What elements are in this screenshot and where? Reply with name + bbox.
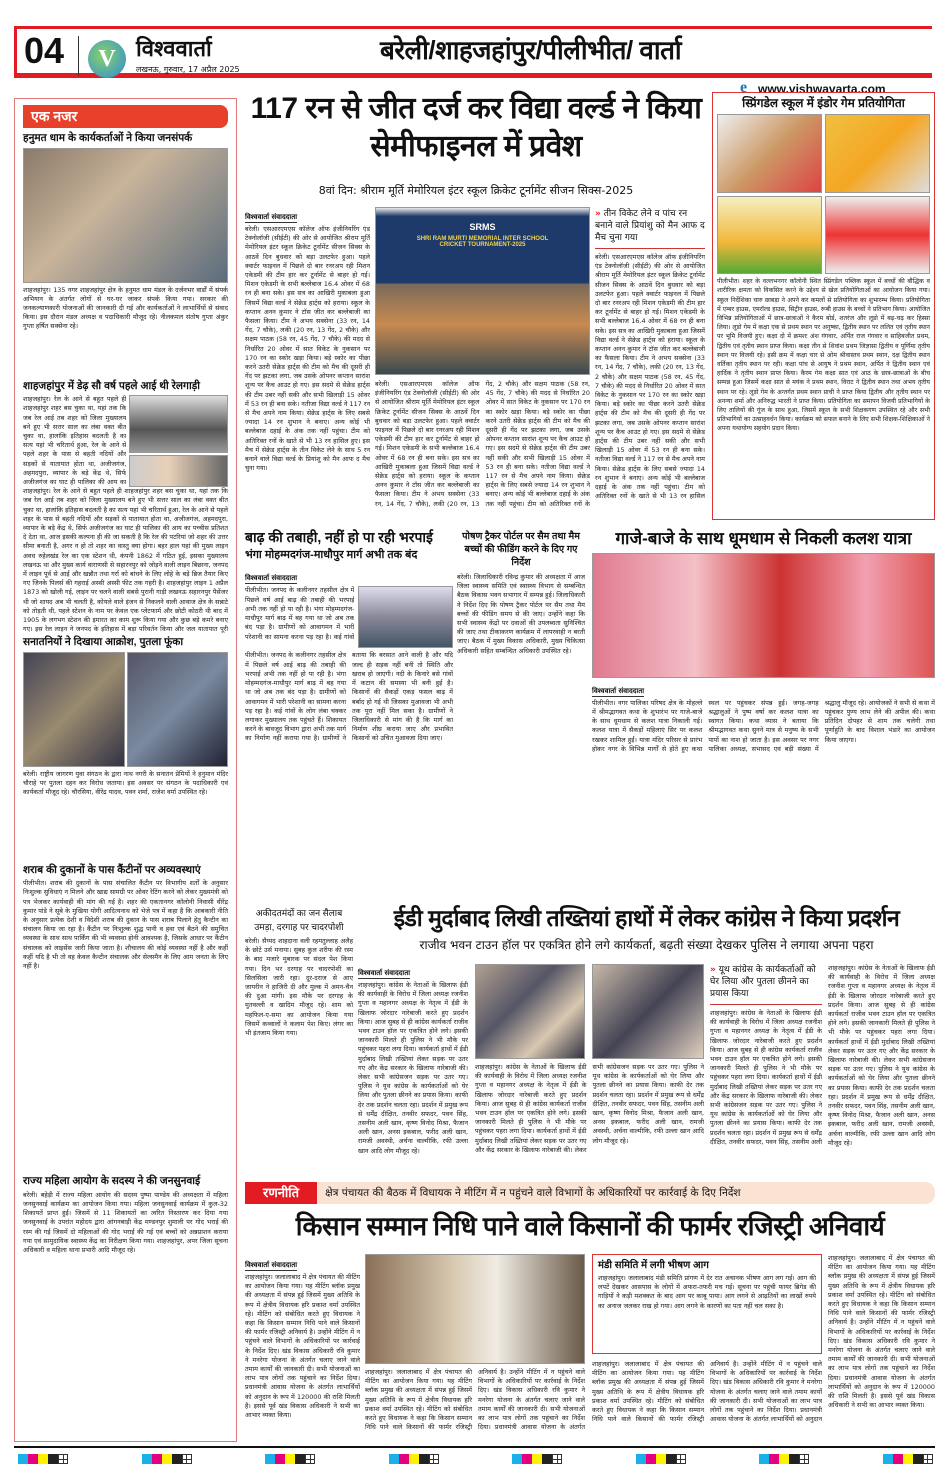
color-swatch (789, 1454, 799, 1464)
color-swatch (172, 1454, 182, 1464)
brand-name: विश्ववार्ता (136, 36, 212, 61)
ranniti-strap (245, 1182, 935, 1204)
dateline: लखनऊ, गुरुवार, 17 अप्रैल 2025 (136, 65, 240, 74)
color-swatch (522, 1454, 532, 1464)
color-swatch (389, 1454, 399, 1464)
main-headline: 117 रन से जीत दर्ज कर विद्या वर्ल्ड ने किया सेमीफाइनल में प्रवेश (250, 92, 702, 163)
browser-icon: e (740, 79, 748, 96)
color-swatch (419, 1454, 429, 1464)
meeting-photo (365, 1254, 585, 1364)
color-swatch (666, 1454, 676, 1464)
color-swatch (162, 1454, 172, 1464)
divider (710, 1004, 822, 1005)
banner-logo: SRMS (469, 222, 496, 232)
color-swatch (646, 1454, 656, 1464)
color-swatch (512, 1454, 522, 1464)
story-photo (717, 196, 822, 275)
procession-photo (592, 553, 935, 678)
quote-arrow-icon: » (595, 209, 601, 219)
protest-photo (592, 964, 704, 1059)
kisan-headline: किसान सम्मान निधि पाने वाले किसानों की फार्मर रजिस्ट्री अनिवार्य (295, 1211, 885, 1241)
mandi-box (592, 1254, 822, 1354)
story-body-continued: शाहजहांपुर। जलालाबाद में क्षेत्र पंचायत की मीटिंग का आयोजन किया गया। यह मीटिंग ब्लॉक प्रमुख की अध्यक्षता में संपन्न हुई जिसमें मुख्य अतिथि के रूप में क्षेत्रीय विधायक हरि प्रकाश वर्मा उपस्थित रहे। मीटिंग को संबोधित करते हुए विधायक ने कहा कि किसान सम्मान निधि पाने वाले किसानों की फार्मर रजिस्ट्री अनिवार्य है। उन्होंने मीटिंग में न पहुंचने वाले विभागों के अधिकारियों पर कार्रवाई के निर्देश दिए। खंड विकास अधिकारी रवि कुमार ने मनरेगा योजना के अंतर्गत चलाए जाने वाले तमाम कार्यों की जानकारी दी। सभी योजनाओं का लाभ पात्र लोगों तक पहुंचाने का निर्देश दिया। प्रधानमंत्री आवास योजना के अंतर्गत लाभार्थियों को अनुदान (592, 1360, 822, 1424)
protest-photo (475, 964, 585, 1059)
bridge-photo (358, 586, 453, 648)
color-swatch (893, 1454, 903, 1464)
crosshair-icon (923, 1454, 933, 1464)
byline: विश्ववार्ता संवाददाता (245, 213, 298, 221)
pull-quote (595, 208, 705, 244)
divider (595, 248, 705, 249)
crosshair-icon (799, 1454, 809, 1464)
website-link[interactable]: www.vishwavarta.com (758, 82, 886, 96)
color-swatch (28, 1454, 38, 1464)
registration-mark (759, 1454, 809, 1464)
story-body: बरेली। बहेड़ी में राज्य महिला आयोग की सदस्य पुष्पा पाण्डेय की अध्यक्षता में महिला जनसुनवाई कार्यक्रम का आयोजन किया गया। महिला जनसुनवाई कार्यक्रम में कुल-32 शिकायतें प्राप्त हुईं। जिसमें से 11 शिकायतों का त्वरित निस्तारण कर दिया गया जनसुनवाई के उपरांत महोदय द्वारा आंगनबाड़ी केंद्र मण्डनपुर शुमाली पर गोद भराई की रस्म की गई जिसमें दो महिलाओं की गोद भराई की गई एवं बच्चों को अन्नप्राशन कराया गया एवं सामुदायिक स्वास्थ्य केंद्र का निरीक्षण किया गया। शाहजहांपुर, अपर जिला सूचना अधिकारी व महिला थाना प्रभारी आदि मौजूद रहे। (23, 1190, 228, 1254)
registration-mark (636, 1454, 686, 1464)
pull-quote-text: तीन विकेट लेने व पांच रन बनाने वाले प्रियांशु को मैन आफ द मैच चुना गया (595, 209, 705, 243)
banner-text: SHRI RAM MURTI MEMORIAL INTER SCHOOL CRICKET TOURNAMENT-2025 (416, 236, 549, 248)
color-swatch (542, 1454, 552, 1464)
ed-headline: ईडी मुर्दाबाद लिखी तख्तियां हाथों में लेकर कांग्रेस ने किया प्रदर्शन (393, 905, 900, 931)
story-title: पोषण ट्रैकर पोर्टल पर सैम तथा मैम बच्चों की फीडिंग करने के दिए गए निर्देश (462, 531, 580, 568)
color-swatch (275, 1454, 285, 1464)
story-body: बरेली। जिलाधिकारी रविन्द्र कुमार की अध्यक्षता में आज जिला स्वास्थ्य समिति एवं स्वास्थ्य विभाग से सम्बन्धित बैठक विकास भवन सभागार में सम्पन्न हुई। जिलाधिकारी ने निर्देश दिए कि पोषण ट्रैकर पोर्टल पर सैम तथा मैम बच्चों की फीडिंग समय से की जाए। उन्होंने कहा कि सभी स्वास्थ्य केंद्रों पर दवाओं की उपलब्धता सुनिश्चित की जाए तथा टीकाकरण कार्यक्रम में लापरवाही न बरती जाए। बैठक में मुख्य विकास अधिकारी, मुख्य चिकित्सा अधिकारी सहित सम्बन्धित अधिकारी उपस्थित रहे। (457, 573, 585, 655)
story-title: बाढ़ की तबाही, नहीं हो पा रही भरपाई (245, 529, 433, 545)
story-photo (825, 196, 930, 275)
pull-quote (710, 964, 822, 1000)
story-title: हनुमत धाम के कार्यकर्ताओं ने किया जनसंपर्क (23, 132, 193, 144)
divider (78, 36, 79, 76)
color-swatch (636, 1454, 646, 1464)
color-swatch (18, 1454, 28, 1464)
story-title: स्प्रिंगडेल स्कूल में इंडोर गेम प्रतियोगिता (742, 96, 905, 110)
story-body: बरेली। राष्ट्रीय जागरण युवा संगठन के द्वारा नाथ नगरी के सनातन प्रेमियों ने हनुमान मंदिर चौराहे पर पुतला दहन कर विरोध जताया। इस अवसर पर संगठन के पदाधिकारी एवं कार्यकर्ता मौजूद रहे। चौरसिया, वीरेंद्र यादव, पवन शर्मा, राजेश वर्मा उपस्थित रहे। (23, 769, 228, 797)
story-body-continued: बरेली। एसआरएमएस कॉलेज ऑफ इंजीनियरिंग एंड टेक्नोलॉजी (सीईटी) की ओर से आयोजित श्रीराम मूर्ति मेमोरियल इंटर स्कूल क्रिकेट टूर्नामेंट सीजन सिक्स के आठवें दिन बुधवार को बड़ा उलटफेर हुआ। पहले क्वार्टर फाइनल में पिछले दो बार रनरअप रही मिशन एकेडमी की टीम हार कर टूर्नामेंट से बाहर हो गई। मिशन एकेडमी के सभी बल्लेबाज 16.4 ओवर में 68 रन ही बना सके। इस सत्र का आखिरी मुकाबला हुआ जिसमें विद्या वर्ल्ड ने सेक्रेड हार्ट्स को हराया। स्कूल के कप्तान अनन कुमार ने टॉस जीत कर बल्लेबाजी का फैसला किया। टीम ने अभय सक्सेना (33 रन, 14 गेंद, 7 चौके), लकी (20 रन, 13 गेंद, 2 चौके) और सक्षम पाठक (58 रन, 45 गेंद, 7 चौके) की मदद से निर्धारित 20 ओवर में सात विकेट के नुकसान पर 170 रन का स्कोर खड़ा किया। बड़े स्कोर का पीछा करने उतरी सेक्रेड हार्ट्स की टीम को मैच की दूसरी ही गेंद पर झटका लगा, जब उसके ओपनर कप्तान सारांश शून्य पर कैच आउट हो गए। इस सदमे से सेक्रेड हार्ट्स की टीम उबर नहीं सकी और सभी खिलाड़ी 15 ओवर में 53 रन ही बना सके। नतीजा विद्या वर्ल्ड ने 117 रन से मैच अपने नाम किया। सेक्रेड हार्ट्स के लिए सबसे ज्यादा 14 रन शुभान ने बनाए। अन्य कोई भी बल्लेबाज दहाई के अंक तक नहीं पहुंचा। टीम को अतिरिक्त रनों के खाते से भी 13 रन हासिल (595, 253, 705, 501)
cricket-photo (375, 207, 590, 375)
color-swatch (409, 1454, 419, 1464)
registration-mark (18, 1454, 68, 1464)
story-body-continued: बरेली। एसआरएमएस कॉलेज ऑफ इंजीनियरिंग एंड टेक्नोलॉजी (सीईटी) की ओर से आयोजित श्रीराम मूर्ति मेमोरियल इंटर स्कूल क्रिकेट टूर्नामेंट सीजन सिक्स के आठवें दिन बुधवार को बड़ा उलटफेर हुआ। पहले क्वार्टर फाइनल में पिछले दो बार रनरअप रही मिशन एकेडमी की टीम हार कर टूर्नामेंट से बाहर हो गई। मिशन एकेडमी के सभी बल्लेबाज 16.4 ओवर में 68 रन ही बना सके। इस सत्र का आखिरी मुकाबला हुआ जिसमें विद्या वर्ल्ड ने सेक्रेड हार्ट्स को हराया। स्कूल के कप्तान अनन कुमार ने टॉस जीत कर बल्लेबाजी का फैसला किया। टीम ने अभय सक्सेना (33 रन, 14 गेंद, 7 चौके), लकी (20 रन, 13 गेंद, 2 चौके) और सक्षम पाठक (58 रन, 45 गेंद, 7 चौके) की मदद से निर्धारित 20 ओवर में सात विकेट के नुकसान पर 170 रन का स्कोर खड़ा किया। बड़े स्कोर का पीछा करने उतरी सेक्रेड हार्ट्स की टीम को मैच की दूसरी ही गेंद पर झटका लगा, जब उसके ओपनर कप्तान सारांश शून्य पर कैच आउट हो गए। इस सदमे से सेक्रेड हार्ट्स की टीम उबर नहीं सकी और सभी खिलाड़ी 15 ओवर में 53 रन ही बना सके। नतीजा विद्या वर्ल्ड ने 117 रन से मैच अपने नाम किया। सेक्रेड हार्ट्स के लिए सबसे ज्यादा 14 रन शुभान ने बनाए। अन्य कोई भी बल्लेबाज दहाई के अंक तक नहीं पहुंचा। टीम को अतिरिक्त रनों के (375, 380, 590, 508)
color-swatch (285, 1454, 295, 1464)
color-swatch (38, 1454, 48, 1464)
brand-logo-icon: V (88, 40, 126, 78)
color-swatch (883, 1454, 893, 1464)
section-title: बरेली/शाहजहांपुर/पीलीभीत/ वार्ता (380, 35, 682, 65)
crosshair-icon (58, 1454, 68, 1464)
byline: विश्ववार्ता संवाददाता (592, 686, 645, 695)
story-body-continued: शाहजहांपुर। कांग्रेस के नेताओं के खिलाफ ईडी की कार्यवाही के विरोध में जिला अध्यक्ष रजनीश गुप्ता व महानगर अध्यक्ष के नेतृत्व में ईडी के खिलाफ जोरदार नारेबाजी करते हुए प्रदर्शन किया। आज सुबह से ही कांग्रेस कार्यकर्ता राजीव भवन टाउन हॉल पर एकत्रित होने लगे। इसकी जानकारी मिलते ही पुलिस ने भी मौके पर पहुंचकर पहरा लगा दिया। कार्यकर्ता हाथों में ईडी मुर्दाबाद लिखी तख्तियां लेकर सड़क पर उतर गए और केंद्र सरकार के खिलाफ नारेबाजी की। लेकर सभी कांग्रेसजन सड़क पर उतर गए। पुलिस ने यूथ कांग्रेस के कार्यकर्ताओं को घेर लिया और पुतला छीनने का प्रयास किया। काफी देर तक प्रदर्शन चलता रहा। प्रदर्शन में प्रमुख रूप से धर्मेंद्र दीक्षित, तनवीर सफदर, पवन सिंह, तसनीम अली खान, कृष्ण विनोद मिश्रा, फैजान अली खान, अनस इकबाल, फरीद अली खान, रामजी अवस्थी, अर्चना वाल्मीकि, रफी उल्ला खान आदि लोग मौजूद रहे। (828, 964, 935, 1147)
story-body: शाहजहांपुर। रेल के आने से बहुत पहले ही शाहजहांपुर शहर बस चुका था, यहां तक कि जब रेल आई तब शहर को जिला मुख्यालय बने हुए भी सत्तर साल का लंबा वक्त बीत चुका था, हालांकि इतिहास बदलती है का सत्य यहां भी चरितार्थ हुआ, रेल के आने से पहले शहर के पास से बहती नदियों और सड़कों से यातायात होता था, अजीजगंज, अहमदपुरा, व्यापार के बड़े केंद्र थे, सिर्फ अजीजगंज का घाट ही पालिका की आय का (23, 395, 127, 486)
registration-mark (512, 1454, 562, 1464)
story-photo (825, 114, 930, 193)
page-number: 04 (24, 30, 65, 71)
story-body: शाहजहांपुर। जलालाबाद में क्षेत्र पंचायत की मीटिंग का आयोजन किया गया। यह मीटिंग ब्लॉक प्रमुख की अध्यक्षता में संपन्न हुई जिसमें मुख्य अतिथि के रूप में क्षेत्रीय विधायक हरि प्रकाश वर्मा उपस्थित रहे। मीटिंग को संबोधित करते हुए विधायक ने कहा कि किसान सम्मान निधि पाने वाले किसानों की फार्मर रजिस्ट्री अनिवार्य है। उन्होंने मीटिंग में न पहुंचने वाले विभागों के अधिकारियों पर कार्रवाई के निर्देश दिए। खंड विकास अधिकारी रवि कुमार ने मनरेगा योजना के अंतर्गत चलाए जाने वाले तमाम कार्यों की जानकारी दी। सभी योजनाओं का लाभ पात्र लोगों तक पहुंचाने का निर्देश दिया। प्रधानमंत्री आवास योजना के अंतर्गत लाभार्थियों को अनुदान के रूप में 120000 की राशि मिलती है। इससे पूर्व खंड विकास अधिकारी ने सभी का आभार व्यक्त किया। (245, 1273, 360, 1420)
color-swatch (656, 1454, 666, 1464)
masthead-gap (90, 22, 935, 26)
crosshair-icon (676, 1454, 686, 1464)
color-swatch (399, 1454, 409, 1464)
main-subhead: 8वां दिन: श्रीराम मूर्ति मेमोरियल इंटर स्कूल क्रिकेट टूर्नामेंट सीजन सिक्स-2025 (318, 184, 634, 197)
springdale-box (712, 92, 935, 520)
story-photo (23, 652, 125, 767)
registration-mark (142, 1454, 192, 1464)
flood-story (245, 530, 453, 899)
author-photo (129, 455, 228, 487)
story-body: शाहजहांपुर। कांग्रेस के नेताओं के खिलाफ ईडी की कार्यवाही के विरोध में जिला अध्यक्ष रजनीश गुप्ता व महानगर अध्यक्ष के नेतृत्व में ईडी के खिलाफ जोरदार नारेबाजी करते हुए प्रदर्शन किया। आज सुबह से ही कांग्रेस कार्यकर्ता राजीव भवन टाउन हॉल पर एकत्रित होने लगे। इसकी जानकारी मिलते ही पुलिस ने भी मौके पर पहुंचकर पहरा लगा दिया। कार्यकर्ता हाथों में ईडी मुर्दाबाद लिखी तख्तियां लेकर सड़क पर उतर गए और केंद्र सरकार के खिलाफ नारेबाजी की। लेकर सभी कांग्रेसजन सड़क पर उतर गए। पुलिस ने यूथ कांग्रेस के कार्यकर्ताओं को घेर लिया और पुतला छीनने का प्रयास किया। काफी देर तक प्रदर्शन चलता रहा। प्रदर्शन में प्रमुख रूप से धर्मेंद्र दीक्षित, तनवीर सफदर, पवन सिंह, तसनीम अली खान, कृष्ण विनोद मिश्रा, फैजान अली खान, अनस इकबाल, फरीद अली खान, रामजी अवस्थी, अर्चना वाल्मीकि, रफी उल्ला खान आदि लोग मौजूद रहे। (358, 981, 468, 1155)
registration-mark (265, 1454, 315, 1464)
train-photo (129, 395, 228, 453)
color-swatch (142, 1454, 152, 1464)
story-photo (717, 114, 822, 193)
story-body-continued: शाहजहांपुर। रेल के आने से बहुत पहले ही शाहजहांपुर शहर बस चुका था, यहां तक कि जब रेल आई तब शहर को जिला मुख्यालय बने हुए भी सत्तर साल का लंबा वक्त बीत चुका था, हालांकि इतिहास बदलती है का सत्य यहां भी चरितार्थ हुआ, रेल के आने से पहले शहर के पास से बहती नदियों और सड़कों से यातायात होता था, अजीजगंज, अहमदपुरा, व्यापार के बड़े केंद्र थे, सिर्फ अजीजगंज का घाट ही पालिका की आय का पच्चीस प्रतिशत दे देता था, आज इसकी कल्पना ही की जा सकती है कि रेल की पटरियां जो शहर की उत्तर सीमा बनाती है, अगर न हो तो शहर का वास्तु क्या होगा। बहर हाल यहां की मुख्य लाइन अवध रुहेलखंड रेल का एक स्टेशन थी, कंपनी 1862 में गठित हुई, इसका मुख्यालय लखनऊ था और मुख्य कार्य वाराणसी से सहारनपुर को जोड़ने वाली लाइन बिछाना, जनपद में लाइन पूर्व से आई और खन्नौत तथा गर्रा को बांधने के लिए लोहे के बड़े ब्रिज तैयार किए गए जिनके पिलर्स की गहराई अस्सी अस्सी फीट तक गहरी है। शाहजहांपुर लाइन 1 अप्रैल 1873 को खोली गई, लाइन पर चलने वाली सबसे पुरानी गाड़ी लखनऊ सहारनपुर पैसेंजर थी जो शायद अब भी चलती है, कोयले वाले इंजन से निकलने वाली आवाज क्षेत्र के सन्नाटे को तोड़ती थी, पहले स्टेशन के नाम पर केवल एक प्लेटफार्म और छोटी कोठरी थी बाद में 1905 के लगभग स्टेशन की इमारत का काम शुरू किया गया और कुछ बड़े कमरे बनाए गए। इस रेल लाइन ने जनपद के इतिहास में बड़ा परिवर्तन किया और जल यातायात पूरी (23, 487, 228, 634)
color-swatch (903, 1454, 913, 1464)
story-title: अकीदतमंदों का जन सैलाब उमड़ा, दरगाह पर चादरपोशी (254, 908, 344, 932)
color-swatch (913, 1454, 923, 1464)
story-title: सनातनियों ने दिखाया आक्रोश, पुतला फूंका (23, 636, 184, 649)
kalash-story (592, 530, 935, 892)
crosshair-icon (305, 1454, 315, 1464)
ek-nazar-tag: एक नजर (23, 105, 228, 128)
story-body: पीलीभीत। शहर के वल्लभनगर कॉलोनी स्थित स्प्रिंगडेल पब्लिक स्कूल में बच्चों की बौद्धिक व शारीरिक क्षमता को विकसित करने के उद्देश्य से खेल प्रतियोगिताओं का आयोजन किया गया। स्कूल निर्देशिका चारु छाबड़ा ने अपने कर कमलों से प्रतियोगिता का शुभारम्भ किया। प्रतियोगिता में एम्बर हाउस, एमरॉल्ड हाउस, सिट्रीन हाउस, रूबी हाउस के बच्चों ने प्रतिभाग किया। आयोजित विभिन्न प्रतियोगिताओं में छात्र-छात्राओं ने कैरम बोर्ड, शतरंज और लूडो में बढ़-चढ़ कर हिस्सा लिया। लूडो गेम में कक्षा एक से प्रथम स्थान पर अनुष्का, द्वितीय स्थान पर ललित एवं तृतीय स्थान पर भूमि विजयी हुए। कक्षा दो में क्रमशः अंश गंगवार, अर्पित राज गंगवार व साहिबजीत प्रथम, द्वितीय एवं तृतीय स्थान प्राप्त किया। कक्षा तीन से शिवांश प्रथम जिज्ञासा द्वितीय व पूर्णिमा तृतीय स्थान पर विजयी रहे। इसी क्रम में कक्षा चार से ओम श्रीवास्तव प्रथम स्थान, दक्ष द्वितीय स्थान वर्तिका तृतीय स्थान पर रही। कक्षा पांच से आयुष ने प्रथम स्थान, अर्पित ने द्वितीय स्थान एवं हार्दिक ने तृतीय स्थान प्राप्त किया। कैरम गेम कक्षा सात एवं आठ के छात्र-छात्राओं के बीच सम्पन्न हुआ जिसमें कक्षा सात से मयंक ने प्रथम स्थान, विराट ने द्वितीय स्थान तथा अभय तृतीय स्थान पर रहे। लूडो गेम के अन्तर्गत प्रथम स्थान प्राची ने प्राप्त किया द्वितीय और तृतीय स्थान पर अनन्या शर्मा और अनिरुद्ध भारती ने प्राप्त किया। प्रतियोगिता का समापन विजयी प्रतिभागियों के लिए तालियों की गूंज के साथ हुआ, जिसमें स्कूल के सभी शिक्षकगण उपस्थित रहे और सभी प्रतिभागियों का उत्साहवर्धन किया। कार्यक्रम को सफल बनाने के लिए सभी शिक्षक-शिक्षिकाओं ने अपना यथायोग्य सहयोग प्रदान किया। (717, 278, 930, 433)
color-swatch (759, 1454, 769, 1464)
strap-text: क्षेत्र पंचायत की बैठक में विधायक ने मीटिंग में न पहुंचने वाले विभागों के अधिकारियों पर कार्रवाई के दिए निर्देश (325, 1187, 741, 1199)
story-title: राज्य महिला आयोग के सदस्य ने की जनसुनवाई (23, 1175, 201, 1188)
registration-mark (883, 1454, 933, 1464)
story-body: पीलीभीत। जनपद के कलीनगर तहसील क्षेत्र में पिछले वर्ष आई बाढ़ की तबाही की भरपाई अभी तक नहीं हो पा रही है। भंगा मोहम्मदगंज-माधौपुर मार्ग बाढ़ में बह गया था जो अब तक बंद पड़ा है। ग्रामीणों को आवागमन में भारी परेशानी का सामना करना पड़ रहा है। कई गांवों (245, 586, 355, 641)
color-swatch (532, 1454, 542, 1464)
story-photo (127, 652, 229, 767)
color-swatch (769, 1454, 779, 1464)
story-body: पीलीभीत। शराब की दुकानों के पास संचालित कैंटीन पर विभागीय शर्तों के अनुसार निःशुल्क सुविधाएं न मिलने और खाद्य सामग्री पर ओवर रेटिंग करने को लेकर मुख्यमंत्री को पत्र भेजकर कार्यवाही की मांग की गई है। शहर की एकतानगर कॉलोनी निवासी वीरेंद्र कुमार पांडे ने सूबे के मुखिया योगी आदित्यनाथ को भेजे पत्र में कहा है कि आबकारी नीति के अनुसार प्रत्येक देशी व विदेशी शराब की दुकान के पास शराब पिलाने हेतु कैन्टीन का संचालन किया जा रहा है। कैंटीन पर निःशुल्क शुद्ध पानी व हवा एवं बैठने की समुचित व्यवस्था के साथ साथ पार्किंग की भी व्यवस्था होनी आवश्यक है, जिसके आधार पर कैंटीन संचालक को लाइसेंस जारी किया जाता है। शौचालय की कोई व्यवस्था नहीं है और कहीं कहीं यदि है भी तो वह केवल कैन्टीन संचालक और सेल्समैन के लिए आम जनता के लिए नहीं है। (23, 879, 228, 971)
left-column (14, 98, 237, 1442)
color-registration-bar (18, 1454, 933, 1464)
color-swatch (48, 1454, 58, 1464)
story-body-continued: शाहजहांपुर। जलालाबाद में क्षेत्र पंचायत की मीटिंग का आयोजन किया गया। यह मीटिंग ब्लॉक प्रमुख की अध्यक्षता में संपन्न हुई जिसमें मुख्य अतिथि के रूप में क्षेत्रीय विधायक हरि प्रकाश वर्मा उपस्थित रहे। मीटिंग को संबोधित करते हुए विधायक ने कहा कि किसान सम्मान निधि पाने वाले किसानों की फार्मर रजिस्ट्री अनिवार्य है। उन्होंने मीटिंग में न पहुंचने वाले विभागों के अधिकारियों पर कार्रवाई के निर्देश दिए। खंड विकास अधिकारी रवि कुमार ने मनरेगा योजना के अंतर्गत चलाए जाने वाले तमाम कार्यों की जानकारी दी। सभी योजनाओं का लाभ पात्र लोगों तक पहुंचाने का निर्देश दिया। प्रधानमंत्री आवास योजना के अंतर्गत लाभार्थियों को अनुदान के रूप में 120000 की राशि मिलती है। इससे पूर्व खंड विकास अधिकारी ने सभी का आभार व्यक्त किया। (828, 1254, 935, 1410)
story-title: शराब की दुकानों के पास कैंटीनों पर अव्यवस्थाएं (23, 863, 201, 876)
byline: विश्ववार्ता संवाददाता (245, 574, 298, 583)
byline: विश्ववार्ता संवाददाता (245, 1261, 298, 1269)
quote-arrow-icon: » (710, 965, 716, 975)
story-subtitle: भंगा मोहम्मदगंज-माधौपुर मार्ग अभी तक बंद (245, 549, 418, 562)
story-body: शाहजहांपुर। 135 नगर शाहजहांपुर क्षेत्र के हनुमत धाम मंडल के दर्जनभर वार्डों में संपर्क अभियान के अंतर्गत लोगों से घर-घर जाकर संपर्क किया गया। सरकार की जनकल्याणकारी योजनाओं की जानकारी दी गई और कार्यकर्ताओं ने लाभार्थियों से संवाद किया। इस दौरान मंडल अध्यक्ष व पदाधिकारी मौजूद रहे। नीलकमल संतोष गुप्ता अंकुर गुप्ता हर्षित सक्सेना रहे। (23, 285, 228, 331)
story-title: गाजे-बाजे के साथ धूमधाम से निकली कलश यात्रा (615, 529, 912, 548)
crosshair-icon (429, 1454, 439, 1464)
crosshair-icon (182, 1454, 192, 1464)
color-swatch (295, 1454, 305, 1464)
ed-subhead: राजीव भवन टाउन हॉल पर एकत्रित होने लगे कार्यकर्ता, बढ़ती संख्या देखकर पुलिस ने लगाया अपना पहरा (419, 938, 874, 952)
crosshair-icon (552, 1454, 562, 1464)
color-swatch (779, 1454, 789, 1464)
registration-mark (389, 1454, 439, 1464)
story-body-continued: शाहजहांपुर। कांग्रेस के नेताओं के खिलाफ ईडी की कार्यवाही के विरोध में जिला अध्यक्ष रजनीश गुप्ता व महानगर अध्यक्ष के नेतृत्व में ईडी के खिलाफ जोरदार नारेबाजी करते हुए प्रदर्शन किया। आज सुबह से ही कांग्रेस कार्यकर्ता राजीव भवन टाउन हॉल पर एकत्रित होने लगे। इसकी जानकारी मिलते ही पुलिस ने भी मौके पर पहुंचकर पहरा लगा दिया। कार्यकर्ता हाथों में ईडी मुर्दाबाद लिखी तख्तियां लेकर सड़क पर उतर गए और केंद्र सरकार के खिलाफ नारेबाजी की। लेकर सभी कांग्रेसजन सड़क पर उतर गए। पुलिस ने यूथ कांग्रेस के कार्यकर्ताओं को घेर लिया और पुतला छीनने का प्रयास किया। काफी देर तक प्रदर्शन चलता रहा। प्रदर्शन में प्रमुख रूप से धर्मेंद्र दीक्षित, तनवीर सफदर, पवन सिंह, तसनीम अली खान, कृष्ण विनोद मिश्रा, फैजान अली खान, अनस इकबाल, फरीद अली खान, रामजी अवस्थी, अर्चना वाल्मीकि, रफी उल्ला खान आदि लोग मौजूद रहे। (475, 1063, 704, 1154)
story-title: शाहजहांपुर में डेढ़ सौ वर्ष पहले आई थी रेलगाड़ी (23, 379, 201, 392)
footer-rule (14, 1446, 935, 1448)
story-title: मंडी समिति में लगी भीषण आग (598, 1260, 709, 1271)
story-body: बरेली। एसआरएमएस कॉलेज ऑफ इंजीनियरिंग एंड टेक्नोलॉजी (सीईटी) की ओर से आयोजित श्रीराम मूर्ति मेमोरियल इंटर स्कूल क्रिकेट टूर्नामेंट सीजन सिक्स के आठवें दिन बुधवार को बड़ा उलटफेर हुआ। पहले क्वार्टर फाइनल में पिछले दो बार रनरअप रही मिशन एकेडमी की टीम हार कर टूर्नामेंट से बाहर हो गई। मिशन एकेडमी के सभी बल्लेबाज 16.4 ओवर में 68 रन ही बना सके। इस सत्र का आखिरी मुकाबला हुआ जिसमें विद्या वर्ल्ड ने सेक्रेड हार्ट्स को हराया। स्कूल के कप्तान अनन कुमार ने टॉस जीत कर बल्लेबाजी का फैसला किया। टीम ने अभय सक्सेना (33 रन, 14 गेंद, 7 चौके), लकी (20 रन, 13 गेंद, 2 चौके) और सक्षम पाठक (58 रन, 45 गेंद, 7 चौके) की मदद से निर्धारित 20 ओवर में सात विकेट के नुकसान पर 170 रन का स्कोर खड़ा किया। बड़े स्कोर का पीछा करने उतरी सेक्रेड हार्ट्स की टीम को मैच की दूसरी ही गेंद पर झटका लगा, जब उसके ओपनर कप्तान सारांश शून्य पर कैच आउट हो गए। इस सदमे से सेक्रेड हार्ट्स की टीम उबर नहीं सकी और सभी खिलाड़ी 15 ओवर में 53 रन ही बना सके। नतीजा विद्या वर्ल्ड ने 117 रन से मैच अपने नाम किया। सेक्रेड हार्ट्स के लिए सबसे ज्यादा 14 रन शुभान ने बनाए। अन्य कोई भी बल्लेबाज दहाई के अंक तक नहीं पहुंचा। टीम को अतिरिक्त रनों के खाते से भी 13 रन हासिल हुए। इस मैच में सेक्रेड हार्ट्स के तीन विकेट लेने के साथ 5 रन बनाने वाले विद्या वर्ल्ड के प्रियांशु को मैन आफ द मैच चुना गया। (245, 225, 370, 473)
pull-quote-text: यूथ कांग्रेस के कार्यकर्ताओं को घेर लिया और पुतला छीनने का प्रयास किया (710, 965, 816, 999)
byline: विश्ववार्ता संवाददाता (358, 969, 411, 977)
story-body-continued: शाहजहांपुर। कांग्रेस के नेताओं के खिलाफ ईडी की कार्यवाही के विरोध में जिला अध्यक्ष रजनीश गुप्ता व महानगर अध्यक्ष के नेतृत्व में ईडी के खिलाफ जोरदार नारेबाजी करते हुए प्रदर्शन किया। आज सुबह से ही कांग्रेस कार्यकर्ता राजीव भवन टाउन हॉल पर एकत्रित होने लगे। इसकी जानकारी मिलते ही पुलिस ने भी मौके पर पहुंचकर पहरा लगा दिया। कार्यकर्ता हाथों में ईडी मुर्दाबाद लिखी तख्तियां लेकर सड़क पर उतर गए और केंद्र सरकार के खिलाफ नारेबाजी की। लेकर सभी कांग्रेसजन सड़क पर उतर गए। पुलिस ने यूथ कांग्रेस के कार्यकर्ताओं को घेर लिया और पुतला छीनने का प्रयास किया। काफी देर तक प्रदर्शन चलता रहा। प्रदर्शन में प्रमुख रूप से धर्मेंद्र दीक्षित, तनवीर सफदर, पवन सिंह, तसनीम अली (710, 1009, 822, 1146)
ranniti-tag: रणनीति (245, 1182, 317, 1204)
story-body: शाहजहांपुर। जलालाबाद मंडी समिति प्रांगण में देर रात अचानक भीषण आग लग गई। आग की लपटें देखकर आसपास के लोगों में अफरा-तफरी मच गई। सूचना पर पहुंची फायर ब्रिगेड की गाड़ियों ने कड़ी मशक्कत के बाद आग पर काबू पाया। आग लगने से आढ़तियों का लाखों रुपये का अनाज जलकर राख हो गया। आग लगने के कारणों का पता नहीं चल सका है। (598, 1274, 816, 1310)
color-swatch (265, 1454, 275, 1464)
color-swatch (152, 1454, 162, 1464)
story-body-continued: पीलीभीत। जनपद के कलीनगर तहसील क्षेत्र में पिछले वर्ष आई बाढ़ की तबाही की भरपाई अभी तक नहीं हो पा रही है। भंगा मोहम्मदगंज-माधौपुर मार्ग बाढ़ में बह गया था जो अब तक बंद पड़ा है। ग्रामीणों को आवागमन में भारी परेशानी का सामना करना पड़ रहा है। कई गांवों के लोग लंबा चक्कर लगाकर मुख्यालय तक पहुंचते हैं। शिकायत करने के बावजूद विभाग द्वारा अभी तक मार्ग का निर्माण नहीं कराया गया है। ग्रामीणों ने बताया कि बरसात आने वाली है और यदि जल्द ही सड़क नहीं बनी तो स्थिति और खराब हो जाएगी। नदी के किनारे बसे गांवों में कटान की समस्या भी बनी हुई है। किसानों की सैकड़ों एकड़ फसल बाढ़ में बर्बाद हो गई थी जिसका मुआवजा भी अभी तक पूरा नहीं मिल सका है। ग्रामीणों ने जिलाधिकारी से मांग की है कि मार्ग का निर्माण शीघ्र कराया जाए और प्रभावित किसानों को उचित मुआवजा दिया जाए। (245, 651, 453, 743)
story-photo (23, 148, 228, 283)
story-body-continued: शाहजहांपुर। जलालाबाद में क्षेत्र पंचायत की मीटिंग का आयोजन किया गया। यह मीटिंग ब्लॉक प्रमुख की अध्यक्षता में संपन्न हुई जिसमें मुख्य अतिथि के रूप में क्षेत्रीय विधायक हरि प्रकाश वर्मा उपस्थित रहे। मीटिंग को संबोधित करते हुए विधायक ने कहा कि किसान सम्मान निधि पाने वाले किसानों की फार्मर रजिस्ट्री अनिवार्य है। उन्होंने मीटिंग में न पहुंचने वाले विभागों के अधिकारियों पर कार्रवाई के निर्देश दिए। खंड विकास अधिकारी रवि कुमार ने मनरेगा योजना के अंतर्गत चलाए जाने वाले तमाम कार्यों की जानकारी दी। सभी योजनाओं का लाभ पात्र लोगों तक पहुंचाने का निर्देश दिया। प्रधानमंत्री आवास योजना के अंतर्गत (365, 1368, 585, 1432)
story-body: पीलीभीत। नगर पालिका परिषद क्षेत्र के मोहल्ले में श्रीमद्भागवत कथा के शुभारंभ पर गाजे-बाजे के साथ धूमधाम से कलश यात्रा निकाली गई। कलश यात्रा में सैकड़ों महिलाएं सिर पर कलश रखकर शामिल हुईं। यात्रा मंदिर परिसर से प्रारंभ होकर नगर के विभिन्न मार्गों से होते हुए कथा स्थल पर पहुंचकर संपन्न हुई। जगह-जगह श्रद्धालुओं ने पुष्प वर्षा कर कलश यात्रा का स्वागत किया। कथा व्यास ने बताया कि श्रीमद्भागवत कथा सुनने मात्र से मनुष्य के सभी पापों का नाश हो जाता है। इस अवसर पर नगर पालिका अध्यक्ष, सभासद एवं बड़ी संख्या में श्रद्धालु मौजूद रहे। आयोजकों ने सभी से कथा में पहुंचकर पुण्य लाभ लेने की अपील की। कथा प्रतिदिन दोपहर से शाम तक चलेगी तथा पूर्णाहुति के बाद विशाल भंडारे का आयोजन किया जाएगा। (592, 698, 935, 753)
story-body: बरेली। सैय्यद शाहदाना वली रहमतुल्लाह अलैह के छोटे उर्स मनाया। सुबह कुल शरीफ की रस्म के बाद मजारे मुबारक पर संदल पेश किया गया। दिन भर दरगाह पर चादरपोशी का सिलसिला जारी रहा। दूर-दराज से आए जायरीन ने हाजिरी दी और मुल्क में अमन-चैन की दुआ मांगी। इस मौके पर दरगाह के मुतवल्ली व खादिम मौजूद रहे। शाम को महफिल-ए-समा का आयोजन किया गया जिसमें कव्वालों ने कलाम पेश किए। लंगर का भी इंतजाम किया गया। (245, 937, 353, 1038)
